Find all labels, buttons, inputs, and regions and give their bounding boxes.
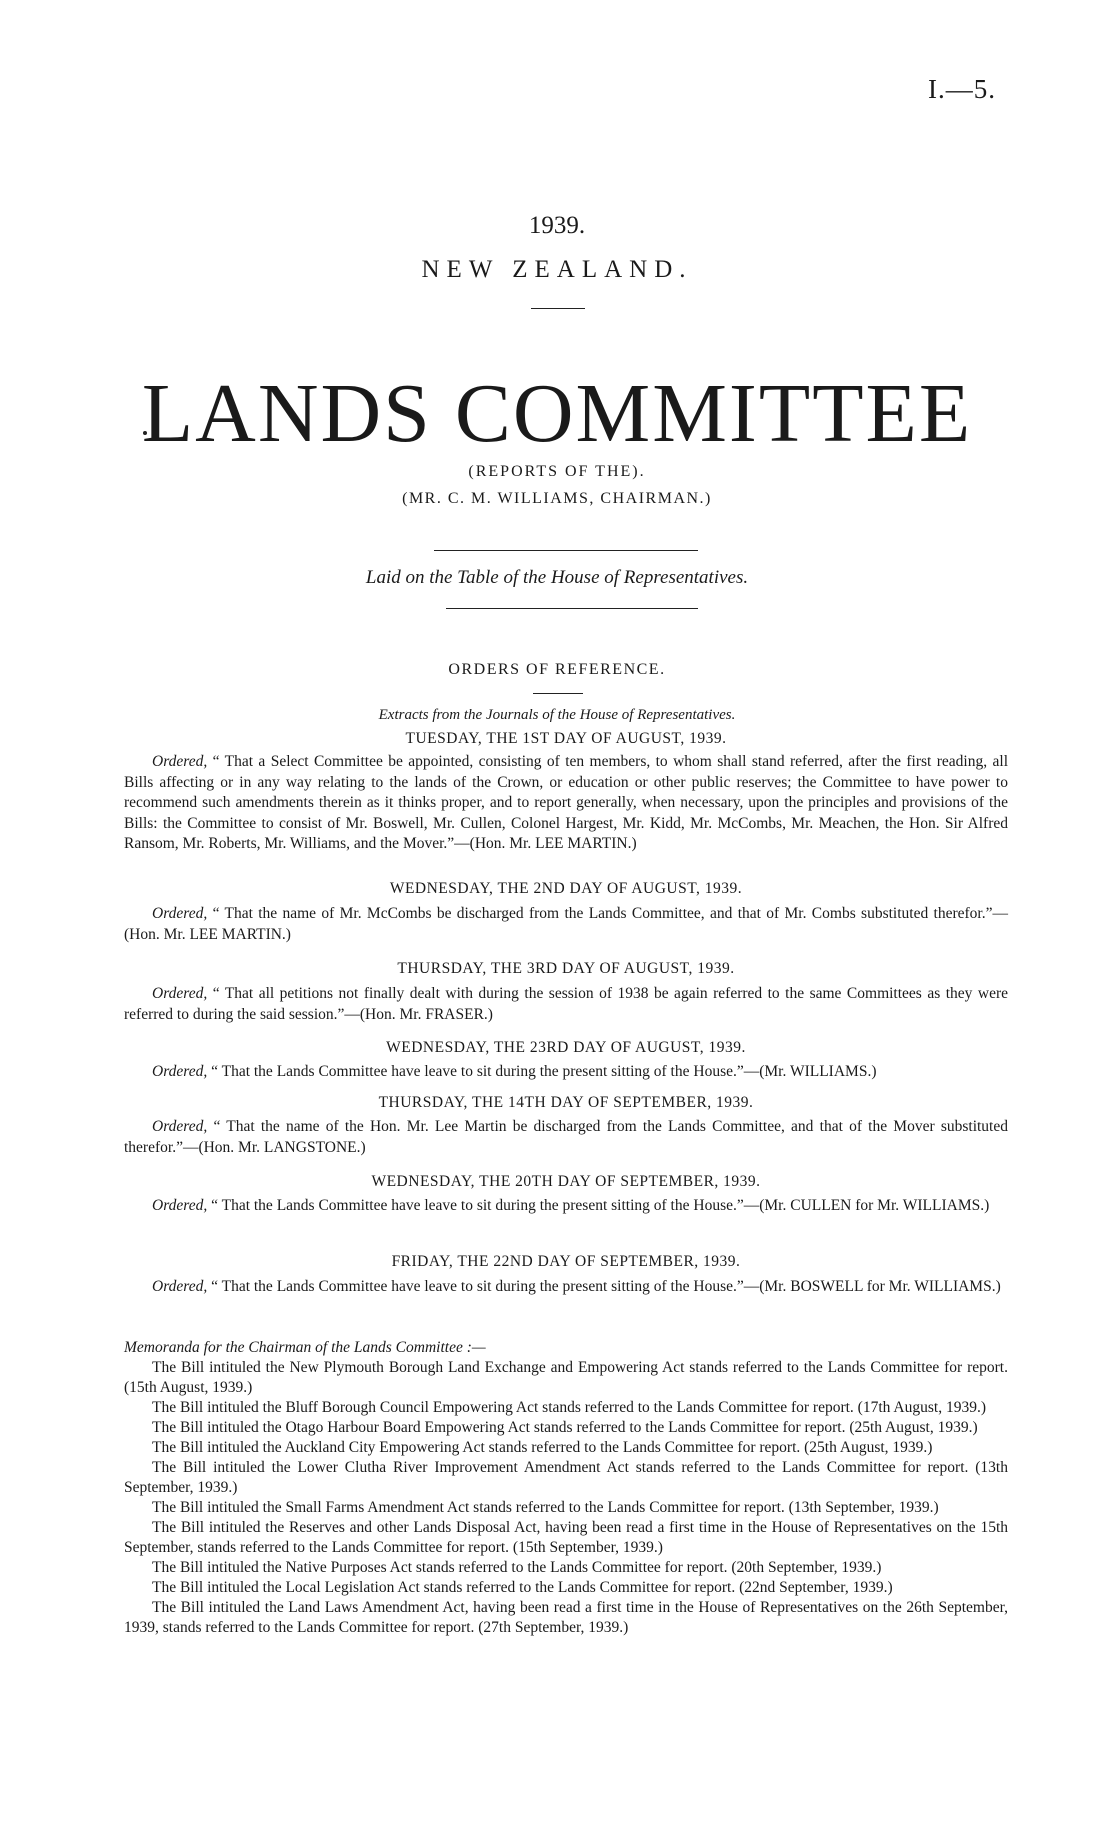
document-subtitle: (REPORTS OF THE). — [468, 463, 646, 480]
order-text: “ That the Lands Committee have leave to sit during the present sitting of the House.”— — [207, 1063, 760, 1080]
divider — [531, 308, 585, 309]
entry-date: TUESDAY, THE 1ST DAY OF AUGUST, 1939. — [405, 730, 727, 747]
year: 1939. — [528, 212, 586, 239]
document-title: LANDS COMMITTEE — [141, 367, 973, 460]
ordered-label: Ordered, — [152, 1063, 208, 1080]
order-text: “ That the name of the Hon. Mr. Lee Martin be discharged from the Lands Committee, and that of the Mover substituted therefor.”— — [124, 1118, 1008, 1156]
mover: (Hon. Mr. LEE MARTIN.) — [124, 925, 291, 943]
memorandum-item: The Bill intituled the New Plymouth Borough Land Exchange and Empowering Act stands referred to the Lands Committee for report. (15th August, 1939.) — [124, 1359, 1008, 1396]
order-entry — [124, 904, 1008, 945]
divider — [533, 693, 583, 694]
laid-on-table-line: Laid on the Table of the House of Representatives. — [365, 567, 749, 588]
ordered-label: Ordered, — [152, 1118, 208, 1135]
ordered-label: Ordered, — [152, 985, 208, 1002]
order-entry — [124, 1117, 1008, 1158]
order-entry — [124, 1196, 1008, 1217]
mover: (Mr. CULLEN for Mr. WILLIAMS.) — [759, 1197, 990, 1214]
mover: (Hon. Mr. LEE MARTIN.) — [469, 835, 637, 852]
memorandum-item: The Bill intituled the Lower Clutha River Improvement Amendment Act stands referred to the Lands Committee for report. (13th September, 1939.) — [124, 1459, 1008, 1496]
mover: (Mr. WILLIAMS.) — [759, 1063, 877, 1080]
order-entry — [124, 984, 1008, 1025]
orders-heading: ORDERS OF REFERENCE. — [448, 661, 666, 678]
memorandum-item: The Bill intituled the Small Farms Amendment Act stands referred to the Lands Committee for report. (13th September, 1939.) — [152, 1499, 939, 1516]
page-reference: I.—5. — [928, 74, 996, 104]
order-text: “ That all petitions not finally dealt with during the session of 1938 be again referred to the same Committees as they were referred to during the said session.”— — [124, 985, 1008, 1023]
memorandum-item: The Bill intituled the Native Purposes Act stands referred to the Lands Committee for report. (20th September, 1939.) — [152, 1559, 882, 1576]
order-text: “ That the Lands Committee have leave to sit during the present sitting of the House.”— — [207, 1278, 760, 1295]
order-entry — [124, 1062, 1008, 1083]
memoranda-section — [124, 1338, 1008, 1638]
entry-date: FRIDAY, THE 22ND DAY OF SEPTEMBER, 1939. — [391, 1253, 741, 1270]
memorandum-item: The Bill intituled the Reserves and other Lands Disposal Act, having been read a first time in the House of Representatives on the 15th September, stands referred to the Lands Committee for report. (15th September, 1939.) — [124, 1519, 1008, 1556]
mover: (Mr. BOSWELL for Mr. WILLIAMS.) — [759, 1278, 1001, 1295]
order-entry — [124, 752, 1008, 855]
ordered-label: Ordered, — [152, 1278, 208, 1295]
entry-date: THURSDAY, THE 14TH DAY OF SEPTEMBER, 1939. — [378, 1094, 754, 1111]
entry-date: WEDNESDAY, THE 20TH DAY OF SEPTEMBER, 1939. — [371, 1173, 761, 1190]
divider — [446, 608, 698, 609]
ordered-label: Ordered, — [152, 753, 208, 770]
mover: (Hon. Mr. LANGSTONE.) — [198, 1138, 366, 1156]
entry-date: THURSDAY, THE 3RD DAY OF AUGUST, 1939. — [397, 960, 735, 977]
divider — [434, 550, 698, 551]
order-text: “ That the Lands Committee have leave to sit during the present sitting of the House.”— — [207, 1197, 760, 1214]
chairman-line: (MR. C. M. WILLIAMS, CHAIRMAN.) — [402, 490, 712, 507]
mover: (Hon. Mr. FRASER.) — [359, 1005, 493, 1023]
memoranda-heading: Memoranda for the Chairman of the Lands Committee :— — [124, 1339, 486, 1356]
ordered-label: Ordered, — [152, 1197, 208, 1214]
order-entry — [124, 1277, 1008, 1298]
extracts-heading: Extracts from the Journals of the House of Representatives. — [378, 707, 736, 723]
memorandum-item: The Bill intituled the Local Legislation Act stands referred to the Lands Committee for report. (22nd September, 1939.) — [152, 1579, 893, 1596]
memorandum-item: The Bill intituled the Auckland City Empowering Act stands referred to the Lands Committee for report. (25th August, 1939.) — [152, 1439, 933, 1456]
ordered-label: Ordered, — [152, 905, 208, 922]
order-text: “ That a Select Committee be appointed, consisting of ten members, to whom shall stand referred, after the first reading, all Bills affecting or in any way relating to the lands of the Crown, or education or other public reserves; the Committee to have power to recommend such amendments therein as it thinks proper, and to report generally, when necessary, upon the principles and provisions of the Bills: the Committee to consist of Mr. Boswell, Mr. Cullen, Colonel Hargest, Mr. Kidd, Mr. McCombs, Mr. Meachen, the Hon. Sir Alfred Ransom, Mr. Roberts, Mr. Williams, and the Mover.”— — [124, 753, 1008, 852]
country-heading: NEW ZEALAND. — [421, 256, 693, 283]
entry-date: WEDNESDAY, THE 2ND DAY OF AUGUST, 1939. — [389, 880, 743, 897]
order-text: “ That the name of Mr. McCombs be discharged from the Lands Committee, and that of Mr. Combs substituted therefor.”— — [207, 905, 1008, 922]
memorandum-item: The Bill intituled the Otago Harbour Board Empowering Act stands referred to the Lands Committee for report. (25th August, 1939.) — [152, 1419, 978, 1436]
entry-date: WEDNESDAY, THE 23RD DAY OF AUGUST, 1939. — [386, 1039, 746, 1056]
memorandum-item: The Bill intituled the Land Laws Amendment Act, having been read a first time in the House of Representatives on the 26th September, 1939, stands referred to the Lands Committee for report. (27th September, 1939.) — [124, 1599, 1008, 1636]
memorandum-item: The Bill intituled the Bluff Borough Council Empowering Act stands referred to the Lands Committee for report. (17th August, 1939.) — [152, 1399, 986, 1416]
